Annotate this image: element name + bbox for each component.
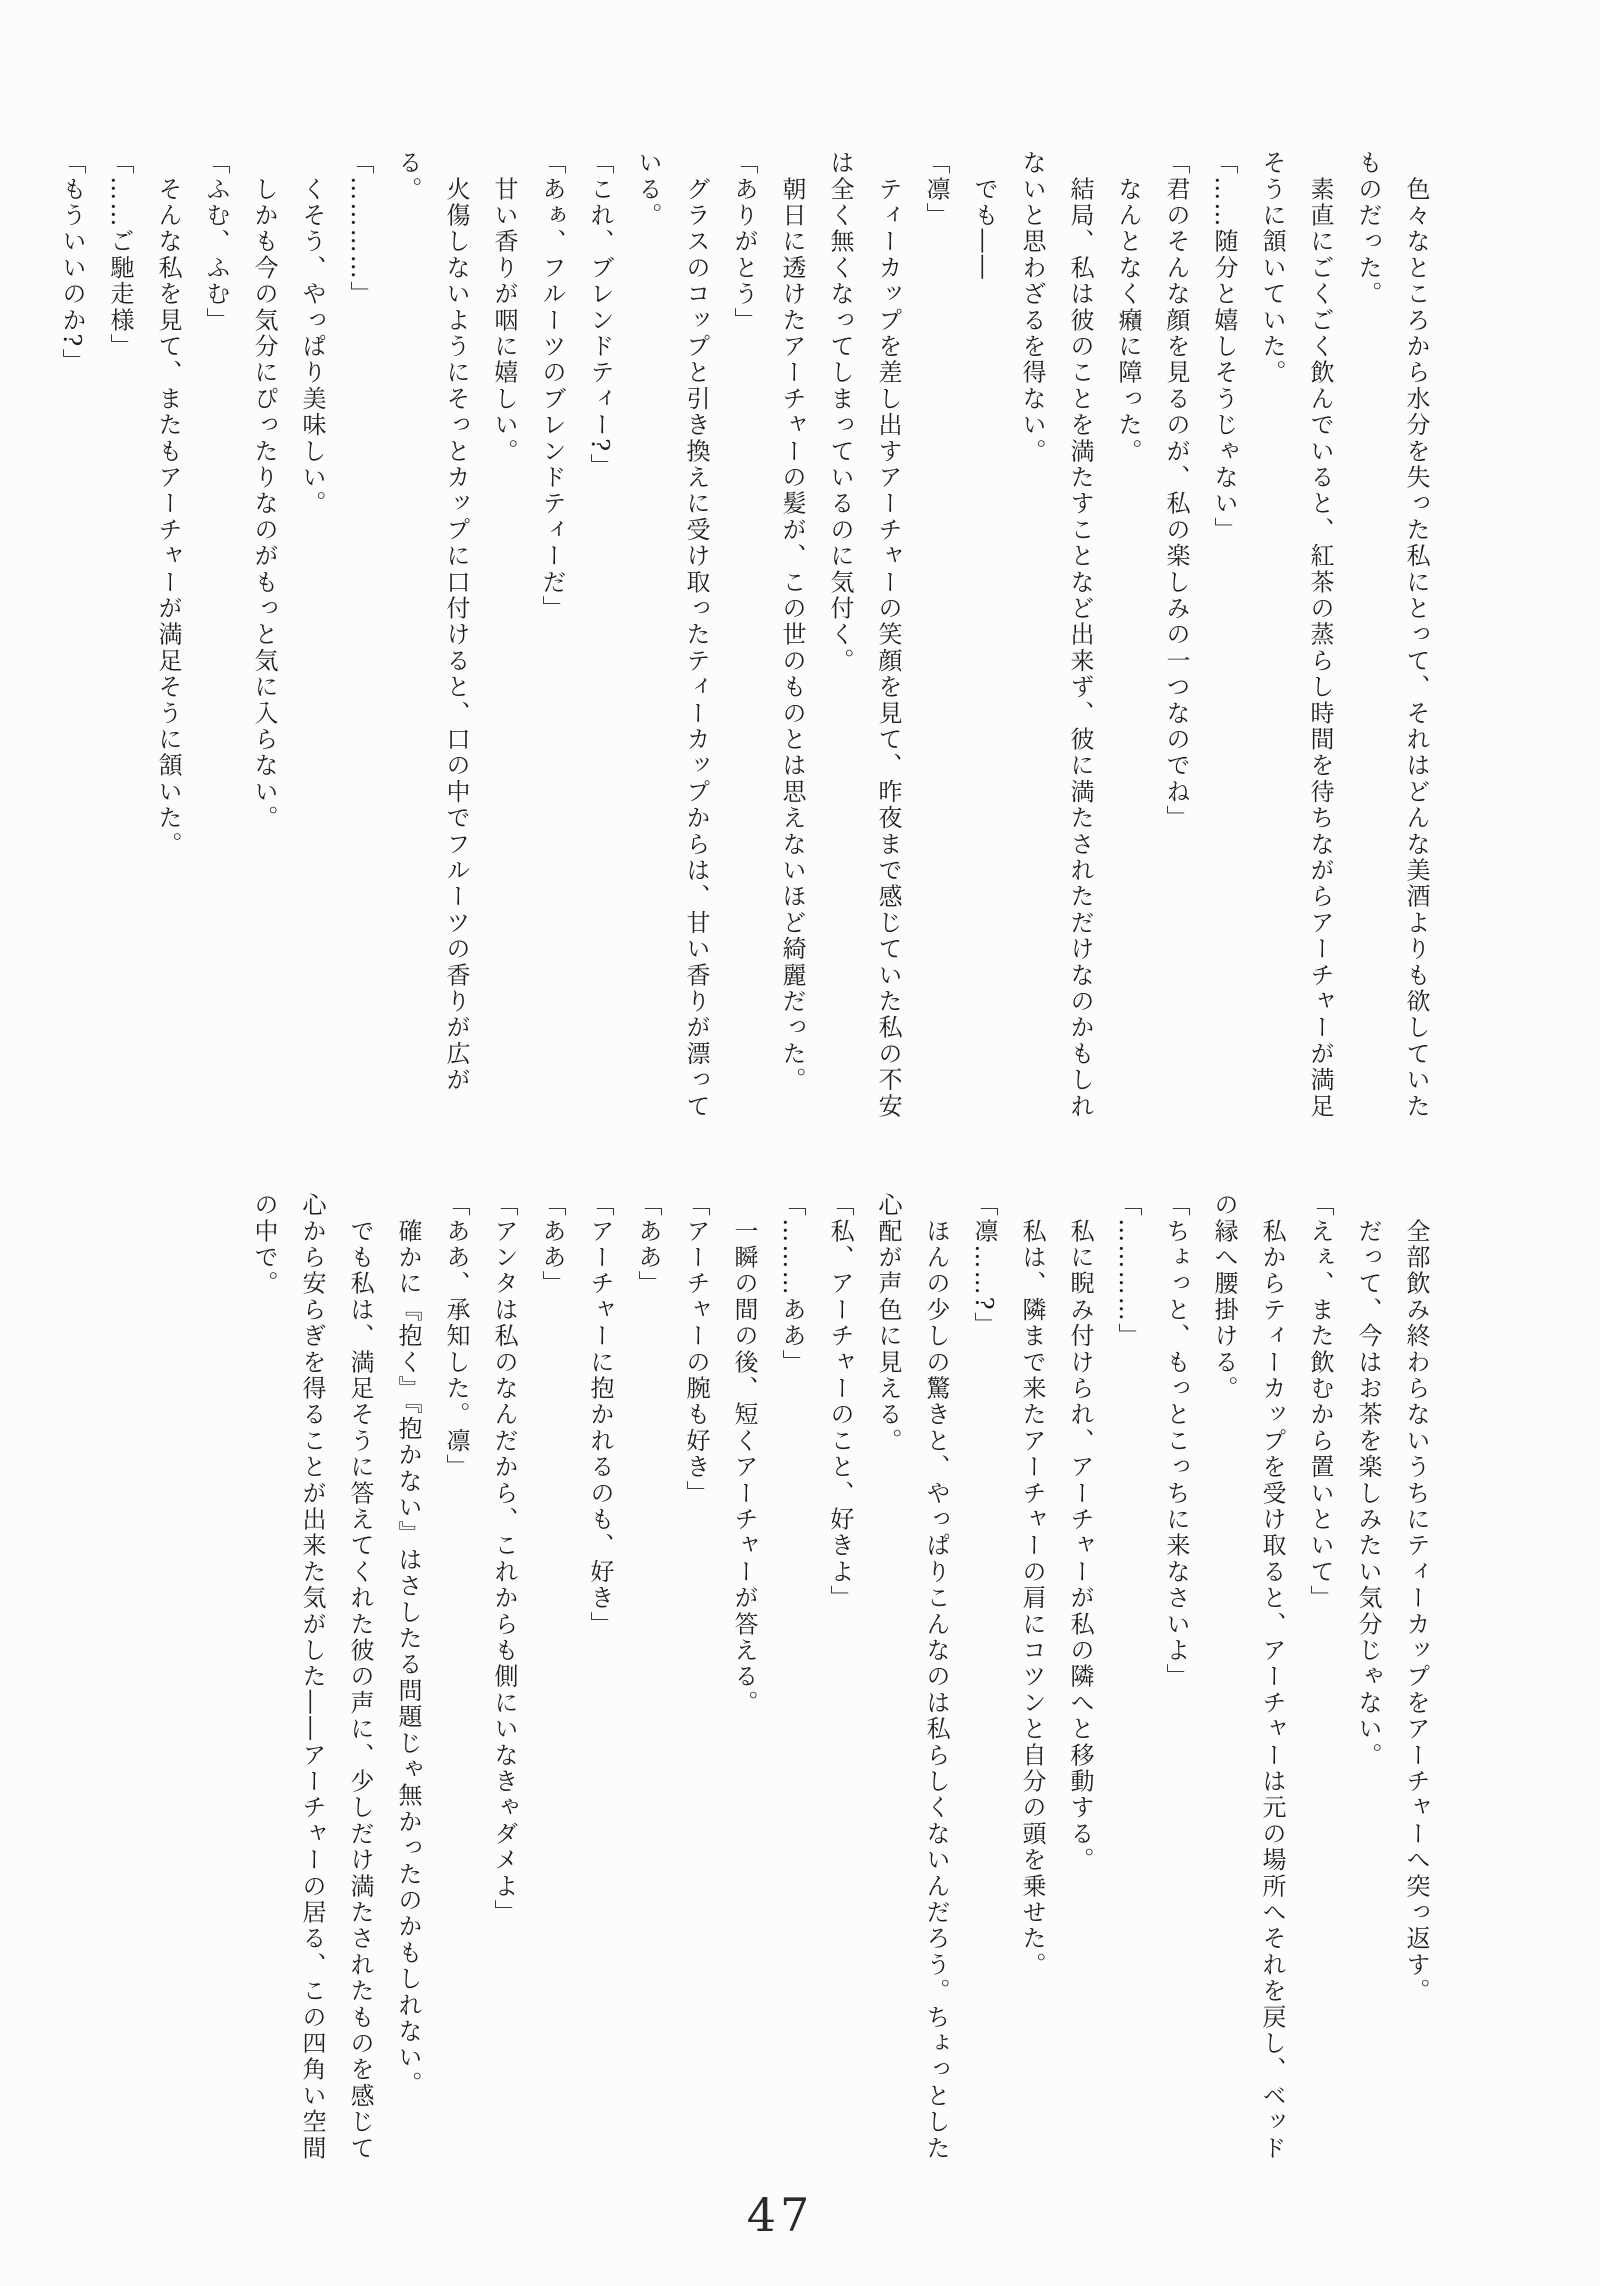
text-line: 「ああ」	[538, 1192, 566, 1297]
text-line: 「アーチャーの腕も好き」	[682, 1192, 710, 1507]
text-line: 私からティーカップを受け取ると、アーチャーは元の場所へそれを戻し、ベッドの縁へ腰掛ける。	[1210, 1192, 1286, 2162]
text-line: 「ああ」	[634, 1192, 662, 1297]
text-line: 「…………」	[1114, 1192, 1142, 1350]
text-line: 「…………」	[346, 150, 374, 308]
text-line: 「………ああ」	[778, 1192, 806, 1376]
text-line: 「私、アーチャーのこと、好きよ」	[826, 1192, 854, 1612]
text-line: しかも今の気分にぴったりなのがもっと気に入らない。	[250, 150, 278, 832]
text-line: 素直にごくごく飲んでいると、紅茶の蒸らし時間を待ちながらアーチャーが満足そうに頷いていた。	[1258, 150, 1334, 1120]
text-line: 「凛」	[922, 150, 950, 229]
page-number: 47	[746, 2188, 814, 2242]
text-line: だって、今はお茶を楽しみたい気分じゃない。	[1354, 1192, 1382, 1769]
text-line: 「君のそんな顔を見るのが、私の楽しみの一つなのでね」	[1162, 150, 1190, 832]
text-line: 確かに『抱く』『抱かない』はさしたる問題じゃ無かったのかもしれない。	[394, 1192, 422, 2097]
text-line: くそう、やっぱり美味しい。	[298, 150, 326, 517]
text-line: 色々なところから水分を失った私にとって、それはどんな美酒よりも欲していたものだった。	[1354, 150, 1430, 1120]
text-line: そんな私を見て、またもアーチャーが満足そうに頷いた。	[154, 150, 182, 858]
text-line: 「これ、ブレンドティー?」	[586, 150, 614, 480]
text-line: 「あぁ、フルーツのブレンドティーだ」	[538, 150, 566, 622]
text-line: 私は、隣まで来たアーチャーの肩にコツンと自分の頭を乗せた。	[1018, 1192, 1046, 1978]
text-block-bottom	[240, 1192, 1440, 2168]
text-line: 「凛……?」	[970, 1192, 998, 1339]
text-line: ティーカップを差し出すアーチャーの笑顔を見て、昨夜まで感じていた私の不安は全く無くなってしまっているのに気付く。	[826, 150, 902, 1120]
text-line: 「……ご馳走様」	[106, 150, 134, 360]
text-block-top	[48, 150, 1440, 1126]
text-line: 全部飲み終わらないうちにティーカップをアーチャーへ突っ返す。	[1402, 1192, 1430, 2005]
text-line: 「ちょっと、もっとこっちに来なさいよ」	[1162, 1192, 1190, 1690]
text-line: 「アーチャーに抱かれるのも、好き」	[586, 1192, 614, 1638]
text-line: 火傷しないようにそっとカップに口付けると、口の中でフルーツの香りが広がる。	[394, 150, 470, 1094]
text-line: ほんの少しの驚きと、やっぱりこんなのは私らしくないんだろう。ちょっとした心配が声色に見える。	[874, 1192, 950, 2162]
text-line: 「ふむ、ふむ」	[202, 150, 230, 334]
text-line: 甘い香りが咽に嬉しい。	[490, 150, 518, 465]
text-line: 「ああ、承知した。凛」	[442, 1192, 470, 1481]
text-line: 「えぇ、また飲むから置いといて」	[1306, 1192, 1334, 1612]
text-line: 「……随分と嬉しそうじゃない」	[1210, 150, 1238, 543]
text-line: 私に睨み付けられ、アーチャーが私の隣へと移動する。	[1066, 1192, 1094, 1874]
text-line: 結局、私は彼のことを満たすことなど出来ず、彼に満たされただけなのかもしれないと思わざるを得ない。	[1018, 150, 1094, 1120]
text-line: グラスのコップと引き換えに受け取ったティーカップからは、甘い香りが漂っている。	[634, 150, 710, 1120]
text-line: 「もういいのか?」	[58, 150, 86, 375]
text-line: でも私は、満足そうに答えてくれた彼の声に、少しだけ満たされたものを感じて心から安らぎを得ることが出来た気がした――アーチャーの居る、この四角い空間の中で。	[250, 1192, 374, 2162]
text-line: でも――	[970, 150, 998, 281]
text-line: なんとなく癪に障った。	[1114, 150, 1142, 465]
text-line: 一瞬の間の後、短くアーチャーが答える。	[730, 1192, 758, 1716]
text-line: 「ありがとう」	[730, 150, 758, 334]
text-line: 「アンタは私のなんだから、これからも側にいなきゃダメよ」	[490, 1192, 518, 1926]
text-line: 朝日に透けたアーチャーの髪が、この世のものとは思えないほど綺麗だった。	[778, 150, 806, 1094]
